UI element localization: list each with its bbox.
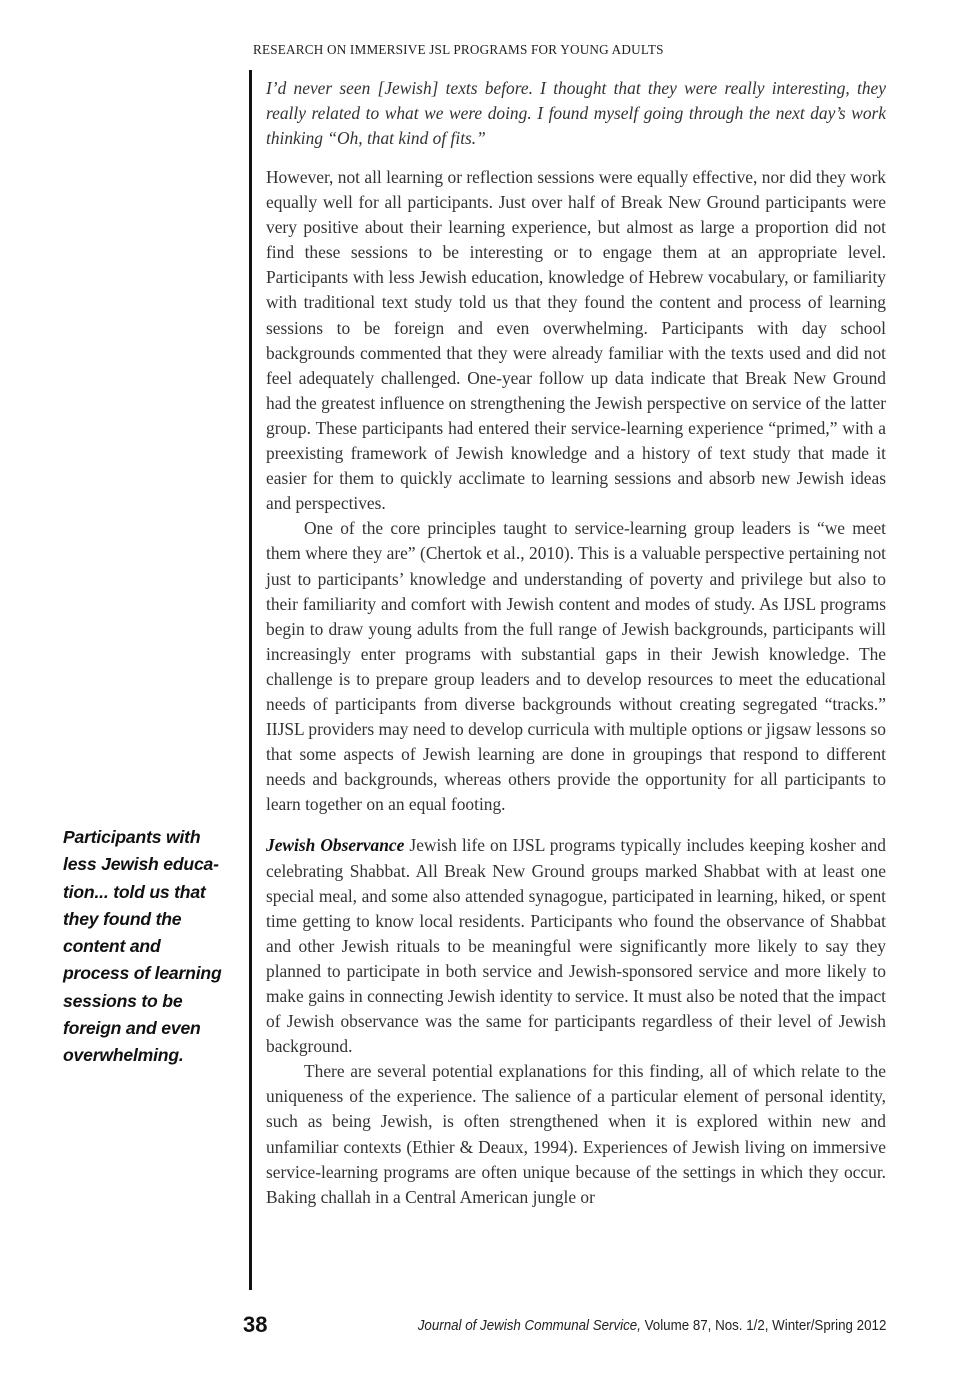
journal-citation [417, 1318, 886, 1334]
pull-quote: Participants with less Jewish education... told us that they found the content and process of learning sessions to be foreign and even overwhelming. [63, 827, 222, 1066]
journal-issue: Volume 87, Nos. 1/2, Winter/Spring 2012 [640, 1318, 886, 1334]
main-column [266, 76, 886, 1210]
body-paragraph: One of the core principles taught to service-learning group leaders is “we meet them where they are” (Chertok et al., 2010). This is a valuable perspective pertaining not just to participants’ knowledge and understanding of poverty and privilege but also to their familiarity and comfort with Jewish content and modes of study. As IJSL programs begin to draw young adults from the full range of Jewish backgrounds, participants will increasingly enter programs with substantial gaps in their Jewish knowledge. The challenge is to prepare group leaders and to develop resources to meet the educational needs of participants from diverse backgrounds without creating segregated “tracks.” IIJSL providers may need to develop curricula with multiple options or jigsaw lessons so that some aspects of Jewish learning are done in groupings that respond to different needs and backgrounds, whereas others provide the opportunity for all participants to learn together on an equal footing. [266, 518, 886, 815]
block-quote: I’d never seen [Jewish] texts before. I thought that they were really interesting, they really related to what we were doing. I found myself going through the next day’s work thinking “Oh, that kind of fits.” [266, 78, 886, 148]
body-paragraph: However, not all learning or reflection sessions were equally effective, nor did they work equally well for all participants. Just over half of Break New Ground participants were very positive about their learning experience, but almost as large a proportion did not find these sessions to be interesting or to engage them at an appropriate level. Participants with less Jewish education, knowledge of Hebrew vocabulary, or familiarity with traditional text study told us that they found the content and process of learning sessions to be foreign and even overwhelming. Participants with day school backgrounds commented that they were already familiar with the texts used and did not feel adequately challenged. One-year follow up data indicate that Break New Ground had the greatest influence on strengthening the Jewish perspective on service of the latter group. These participants had entered their service-learning experience “primed,” with a preexisting framework of Jewish knowledge and a history of text study that made it easier for them to quickly acclimate to learning sessions and absorb new Jewish ideas and perspectives. [266, 167, 886, 514]
page-number: 38 [243, 1312, 268, 1337]
running-head: RESEARCH ON IMMERSIVE JSL PROGRAMS FOR YOUNG ADULTS [253, 42, 664, 57]
column-rule [249, 70, 252, 1290]
section-body: Jewish life on IJSL programs typically includes keeping kosher and celebrating Shabbat. All Break New Ground groups marked Shabbat with at least one special meal, and some also attended synagogue, participated in learning, hiked, or spent time getting to know local residents. Participants who found the observance of Shabbat and other Jewish rituals to be meaningful were significantly more likely to say they planned to participate in both service and Jewish-sponsored service and more likely to make gains in connecting Jewish identity to service. It must also be noted that the impact of Jewish observance was the same for participants regardless of their level of Jewish background. [266, 835, 886, 1057]
journal-name: Journal of Jewish Communal Service, [417, 1318, 641, 1334]
section-paragraph [266, 833, 886, 1059]
section-heading: Jewish Observance [266, 835, 405, 856]
body-paragraph: There are several potential explanations for this finding, all of which relate to the uniqueness of the experience. The salience of a particular element of personal identity, such as being Jewish, is often strengthened when it is explored within new and unfamiliar contexts (Ethier & Deaux, 1994). Experiences of Jewish living on immersive service-learning programs are often unique because of the settings in which they occur. Baking challah in a Central American jungle or [266, 1061, 886, 1207]
